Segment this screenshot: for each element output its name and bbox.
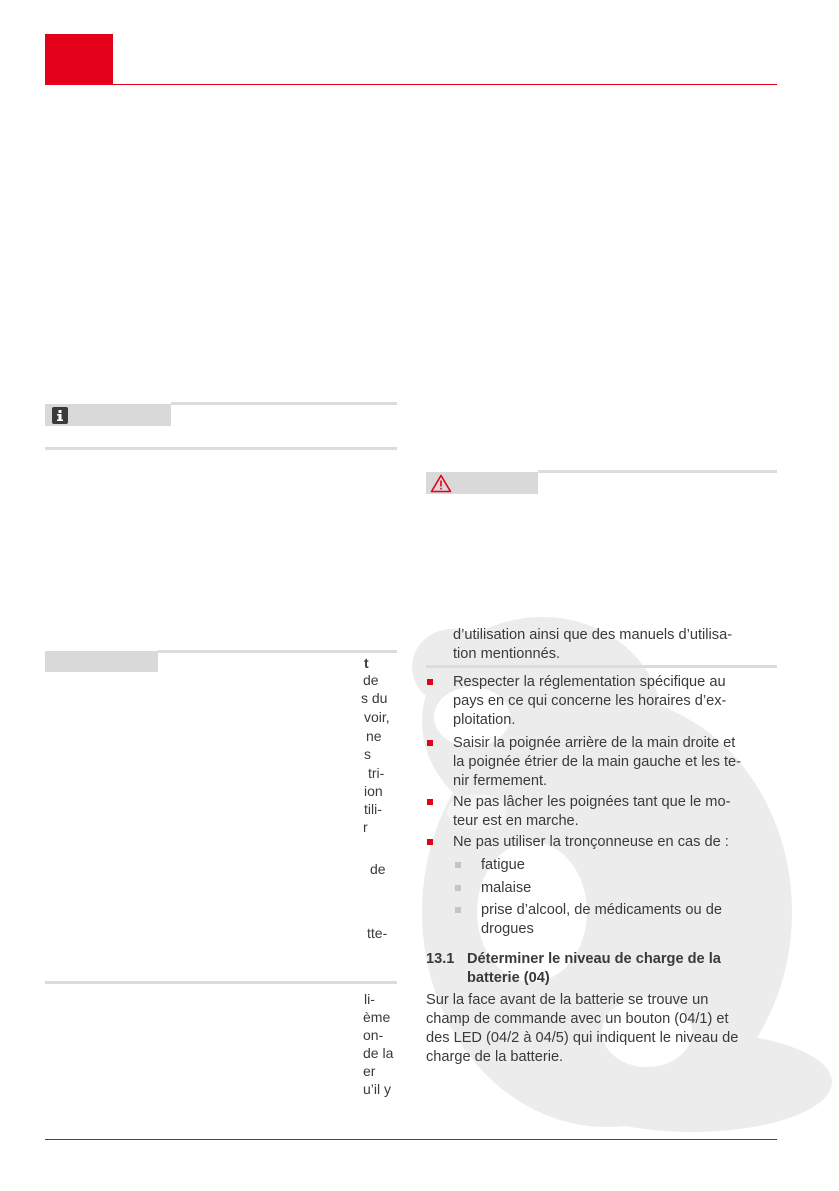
- bullet-text: teur est en marche.: [453, 813, 579, 829]
- header-rule: [45, 84, 777, 85]
- text-fragment: li-: [364, 991, 375, 1007]
- text-fragment: de: [363, 672, 379, 688]
- text-fragment: tili-: [364, 801, 382, 817]
- footer-rule: [45, 1139, 777, 1140]
- bullet-text: Ne pas utiliser la tronçonneuse en cas de :: [453, 834, 729, 850]
- warning-bottom-rule: [426, 665, 777, 668]
- continuation-line: tion mentionnés.: [453, 646, 561, 662]
- section-number: 13.1: [426, 951, 455, 967]
- sub-bullet-text: malaise: [481, 880, 532, 896]
- paragraph-line: Sur la face avant de la batterie se trouve un: [426, 992, 709, 1008]
- warning-triangle-icon: [430, 474, 452, 493]
- sub-bullet-marker: [455, 862, 461, 868]
- text-fragment: s: [364, 746, 371, 762]
- sub-bullet-text: fatigue: [481, 857, 525, 873]
- text-fragment: r: [363, 819, 368, 835]
- text-fragment: voir,: [364, 709, 390, 725]
- text-fragment: ne: [366, 728, 382, 744]
- paragraph-line: des LED (04/2 à 04/5) qui indiquent le niveau de: [426, 1030, 739, 1046]
- text-fragment: tte-: [367, 925, 388, 941]
- section-title: Déterminer le niveau de charge de la: [467, 951, 721, 967]
- bullet-marker: [427, 679, 433, 685]
- info-top-rule: [171, 402, 397, 405]
- text-fragment: de: [370, 861, 386, 877]
- bullet-marker: [427, 740, 433, 746]
- bullet-text: la poignée étrier de la main gauche et les te-: [453, 754, 741, 770]
- sub-bullet-text: drogues: [481, 921, 534, 937]
- info-icon: [52, 407, 68, 424]
- paragraph-line: champ de commande avec un bouton (04/1) et: [426, 1011, 729, 1027]
- text-fragment: de la: [363, 1045, 394, 1061]
- section-title: batterie (04): [467, 970, 550, 986]
- section-rule: [45, 981, 397, 984]
- info-bottom-rule: [45, 447, 397, 450]
- bullet-text: Ne pas lâcher les poignées tant que le mo-: [453, 794, 731, 810]
- text-fragment: u’il y: [363, 1081, 392, 1097]
- text-fragment: tri-: [368, 765, 385, 781]
- text-fragment: s du: [361, 690, 388, 706]
- bullet-text: nir fermement.: [453, 773, 548, 789]
- note-top-rule: [158, 650, 397, 653]
- text-fragment: er: [363, 1063, 376, 1079]
- sub-bullet-marker: [455, 885, 461, 891]
- bullet-marker: [427, 799, 433, 805]
- sub-bullet-marker: [455, 907, 461, 913]
- chapter-tab: [45, 34, 113, 85]
- note-label-box: [45, 651, 158, 672]
- text-fragment: on-: [363, 1027, 384, 1043]
- bullet-text: ploitation.: [453, 712, 516, 728]
- warning-top-rule: [538, 470, 777, 473]
- bullet-marker: [427, 839, 433, 845]
- text-fragment: ion: [364, 783, 383, 799]
- paragraph-line: charge de la batterie.: [426, 1049, 564, 1065]
- sub-bullet-text: prise d’alcool, de médicaments ou de: [481, 902, 722, 918]
- continuation-line: d’utilisation ainsi que des manuels d’utilisa-: [453, 627, 733, 643]
- bullet-text: Saisir la poignée arrière de la main droite et: [453, 735, 736, 751]
- bullet-text: Respecter la réglementation spécifique au: [453, 674, 726, 690]
- text-fragment: ème: [363, 1009, 391, 1025]
- text-fragment: t: [364, 655, 369, 671]
- bullet-text: pays en ce qui concerne les horaires d’ex-: [453, 693, 727, 709]
